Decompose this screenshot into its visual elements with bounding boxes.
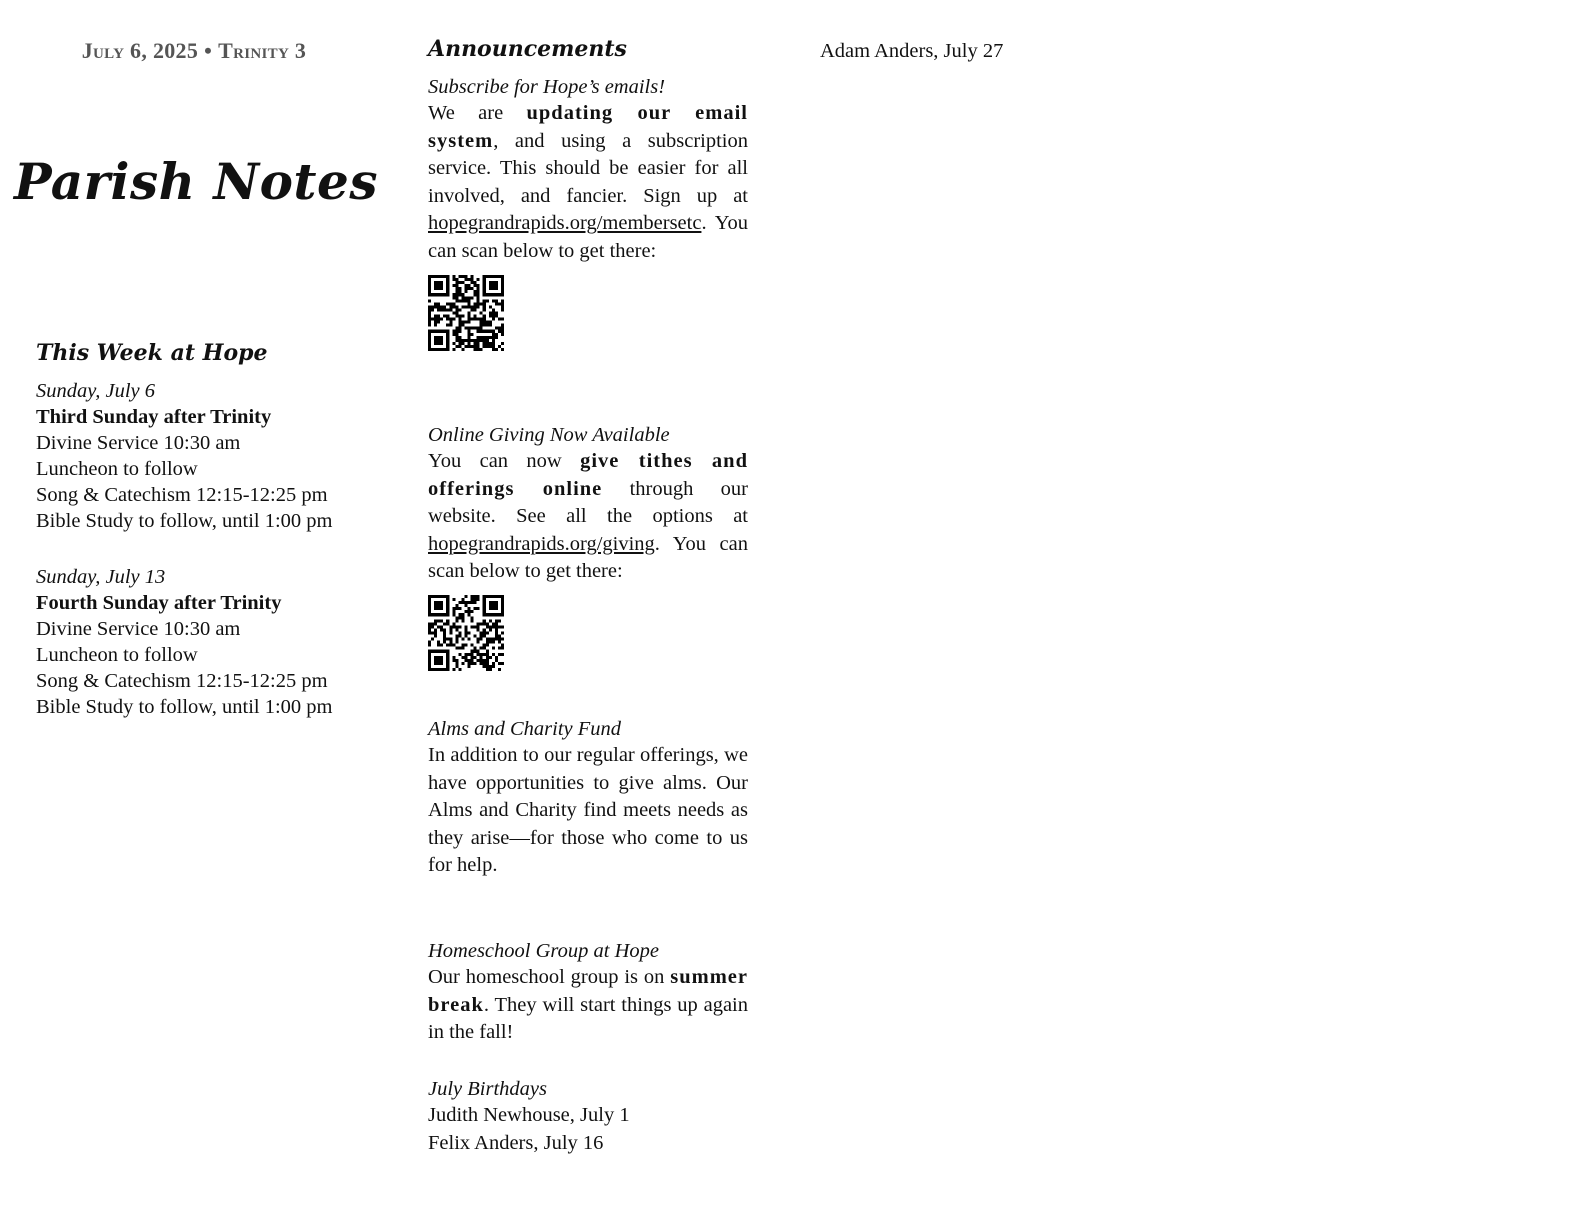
giving-qr-code: [428, 595, 504, 671]
homeschool-bold: summer break: [428, 966, 748, 1016]
dateline-separator: •: [204, 38, 213, 63]
email-bold: updating our email system: [428, 102, 748, 152]
dateline: [34, 38, 354, 64]
email-title: Subscribe for Hope’s emails!: [428, 76, 666, 98]
birthdays-title: July Birthdays: [428, 1078, 547, 1100]
season-text: Trinity 3: [218, 38, 307, 63]
schedule-item: Song & Catechism 12:15-12:25 pm: [36, 670, 328, 692]
alms-title: Alms and Charity Fund: [428, 718, 622, 740]
giving-announcement: [428, 422, 748, 671]
giving-link[interactable]: hopegrandrapids.org/giving: [428, 532, 655, 555]
day-date: Sunday, July 13: [36, 566, 166, 588]
announcements-heading: Announcements: [428, 36, 627, 62]
homeschool-announcement: [428, 938, 748, 1047]
email-announcement: [428, 74, 748, 351]
day-block: [36, 564, 376, 720]
birthday-item: Judith Newhouse, July 1: [428, 1104, 630, 1126]
day-name: Third Sunday after Trinity: [36, 406, 272, 428]
email-qr-code: [428, 275, 504, 351]
page-title: Parish Notes: [13, 152, 378, 211]
birthday-item: Felix Anders, July 16: [428, 1131, 604, 1154]
email-body: We are updating our email system, and using a subscription service. This should be easier for all involved, and fancier. Sign up at hopegrandrapids.org/membersetc. You can scan below to get there:: [428, 102, 748, 262]
schedule-item: Luncheon to follow: [36, 458, 198, 480]
schedule-item: Divine Service 10:30 am: [36, 618, 241, 640]
this-week-heading: This Week at Hope: [36, 340, 268, 366]
date-text: July 6, 2025: [81, 38, 199, 63]
schedule-item: Luncheon to follow: [36, 644, 198, 666]
giving-title: Online Giving Now Available: [428, 424, 670, 446]
homeschool-body: Our homeschool group is on summer break. They will start things up again in the fall!: [428, 966, 748, 1044]
day-date: Sunday, July 6: [36, 380, 155, 402]
schedule-item: Divine Service 10:30 am: [36, 432, 241, 454]
giving-bold: give tithes and offerings online: [428, 450, 748, 500]
schedule-item: Bible Study to follow, until 1:00 pm: [36, 510, 333, 532]
birthdays-announcement: [428, 1076, 748, 1157]
alms-announcement: [428, 716, 748, 880]
giving-body: You can now give tithes and offerings online through our website. See all the options at hopegrandrapids.org/giving. You can scan below to get there:: [428, 450, 748, 583]
email-link[interactable]: hopegrandrapids.org/membersetc: [428, 212, 702, 235]
birthday-item: Adam Anders, July 27: [820, 40, 1004, 62]
schedule-item: Bible Study to follow, until 1:00 pm: [36, 696, 333, 718]
alms-body: In addition to our regular offerings, we have opportunities to give alms. Our Alms and Charity find meets needs as they arise—for those who come to us for help.: [428, 744, 748, 877]
day-block: [36, 378, 376, 534]
homeschool-title: Homeschool Group at Hope: [428, 940, 659, 962]
schedule-item: Song & Catechism 12:15-12:25 pm: [36, 484, 328, 506]
day-name: Fourth Sunday after Trinity: [36, 592, 282, 614]
